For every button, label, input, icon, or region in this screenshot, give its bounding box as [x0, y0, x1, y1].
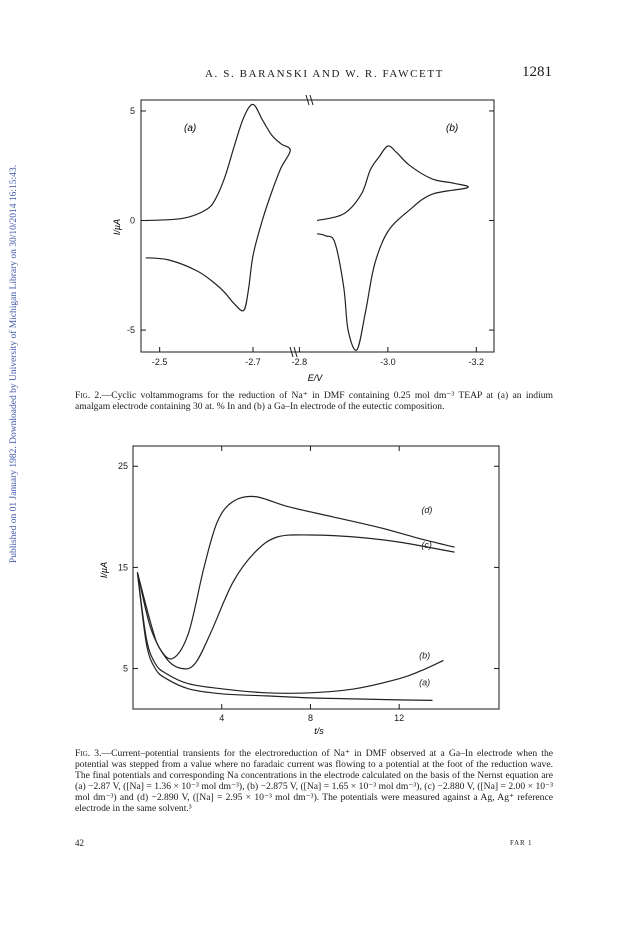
fig2-y-tick-label: -5	[126, 325, 135, 336]
figure-3-caption	[75, 748, 553, 814]
fig3-series-c	[137, 535, 454, 669]
footer-code: FAR 1	[510, 839, 533, 847]
fig3-curve-label: (b)	[419, 650, 431, 661]
fig2-y-tick-label: 0	[129, 215, 135, 226]
fig2-frame	[141, 100, 494, 352]
fig3-x-tick-label: 8	[307, 713, 313, 723]
fig2-series-b	[317, 146, 468, 350]
fig3-ylabel: I/µA	[99, 561, 109, 579]
fig2-x-tick-label: -3.0	[380, 357, 396, 367]
figure-2-caption	[75, 390, 553, 412]
fig3-y-tick-label: 15	[117, 562, 128, 573]
fig3-curve-label: (c)	[421, 540, 432, 551]
fig3-curve-label: (d)	[421, 504, 433, 515]
fig3-y-tick-label: 5	[122, 663, 128, 674]
fig3-caption-text: —Current–potential transients for the electroreduction of Na⁺ in DMF observed at a Ga–In electrode when the potential was stepped from a value where no faradaic current was flowing to a potential at the foot of the reduction wave. The final potentials and corresponding Na concentrations in the electrode calculated on the basis of the Nernst equation are (a) −2.87 V, ([Na] = 1.36 × 10⁻³ mol dm⁻³), (b) −2.875 V, ([Na] = 1.65 × 10⁻³ mol dm⁻³), (c) −2.880 V, ([Na] = 2.00 × 10⁻³ mol dm⁻³) and (d) −2.890 V, ([Na] = 2.95 × 10⁻³ mol dm⁻³). The potentials were measured against a Ag, Ag⁺ reference electrode in the same solvent.³	[75, 748, 554, 814]
fig2-x-tick-label: -2.5	[151, 357, 168, 367]
running-header	[0, 64, 625, 84]
fig2-caption-text: —Cyclic voltammograms for the reduction of Na⁺ in DMF containing 0.25 mol dm⁻³ TEAP at (a) an indium amalgam electrode containing 30 at. % In and (b) a Ga–In electrode of the eutectic composition.	[75, 390, 553, 412]
download-watermark[interactable]: Published on 01 January 1982. Downloaded by University of Michigan Library on 30/10/2014 16:15:43.	[9, 164, 19, 564]
fig3-frame	[133, 446, 499, 709]
fig3-curve-label: (a)	[419, 677, 431, 688]
fig2-x-tick-label: -2.8	[291, 357, 308, 367]
fig2-panel-b-label: (b)	[446, 123, 459, 134]
fig3-caption-number: Fig. 3.	[75, 748, 102, 759]
fig2-y-tick-label: 5	[129, 105, 135, 116]
header-page-number: 1281	[522, 64, 552, 80]
figure-3-chart	[0, 438, 625, 743]
fig3-series-d	[137, 496, 454, 659]
fig2-xlabel: E/V	[307, 373, 323, 383]
fig3-y-tick-label: 25	[117, 461, 128, 472]
fig3-xlabel: t/s	[314, 726, 324, 736]
fig3-x-tick-label: 4	[219, 713, 225, 723]
fig3-x-tick-label: 12	[394, 713, 405, 723]
fig2-panel-a-label: (a)	[184, 123, 197, 134]
figure-2-chart	[0, 85, 625, 390]
footer-page-number: 42	[75, 838, 84, 848]
fig2-x-tick-label: -2.7	[245, 357, 261, 367]
header-authors: A. S. BARANSKI AND W. R. FAWCETT	[205, 68, 444, 80]
fig2-ylabel: I/µA	[112, 218, 122, 236]
fig3-series-b	[137, 572, 443, 693]
fig2-series-a	[146, 104, 291, 310]
fig2-caption-number: Fig. 2.	[75, 390, 102, 401]
fig2-x-tick-label: -3.2	[468, 357, 485, 367]
